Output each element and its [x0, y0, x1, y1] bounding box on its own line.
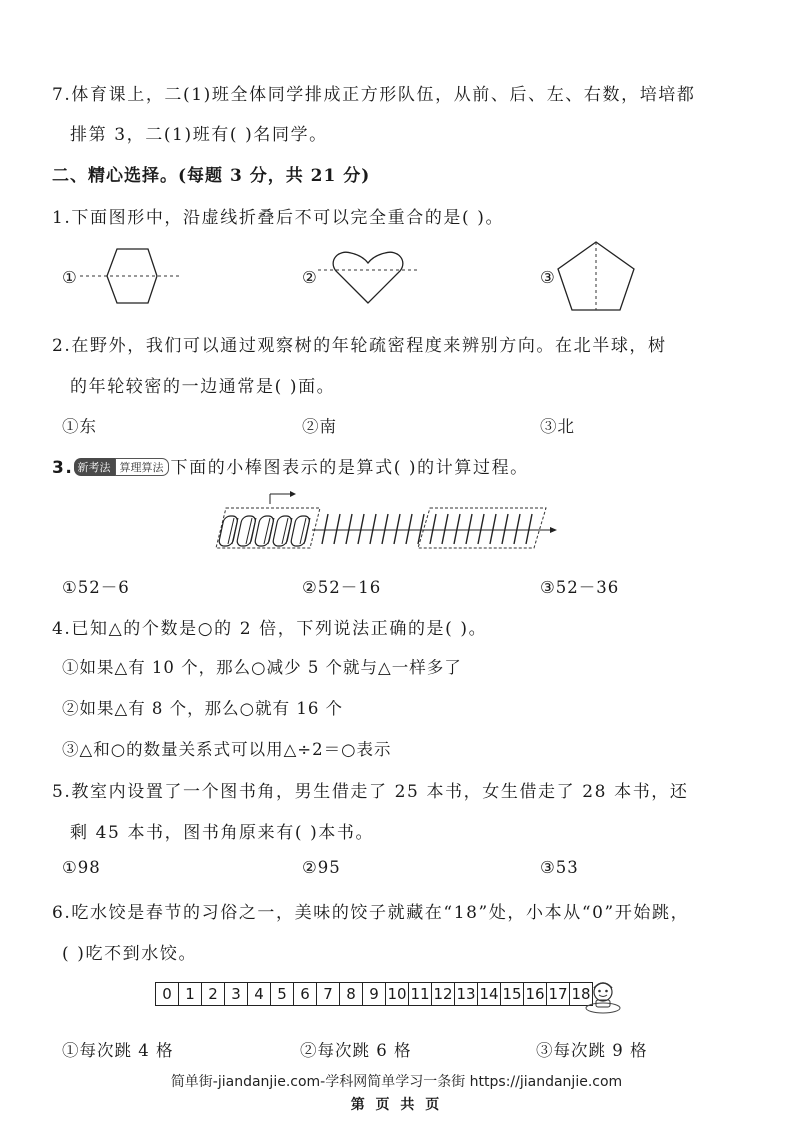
- section-title: 二、精心选择。(每题 3 分，共 21 分): [52, 166, 371, 186]
- q7-line2: 排第 3，二(1)班有( )名同学。: [70, 125, 328, 145]
- c3-stem: 下面的小棒图表示的是算式( )的计算过程。: [170, 458, 529, 478]
- c5-line2: 剩 45 本书，图书角原来有( )本书。: [70, 823, 375, 843]
- c4-option-2: ②如果△有 8 个，那么○就有 16 个: [62, 699, 344, 718]
- c1-stem: 1.下面图形中，沿虚线折叠后不可以完全重合的是( )。: [52, 208, 505, 228]
- hexagon-figure: [80, 245, 180, 307]
- page-number: 第 页 共 页: [350, 1097, 443, 1113]
- heart-figure: [318, 245, 418, 307]
- c5-line1: 5.教室内设置了一个图书角，男生借走了 25 本书，女生借走了 28 本书，还: [52, 782, 689, 802]
- c4-option-1: ①如果△有 10 个，那么○减少 5 个就与△一样多了: [62, 658, 462, 677]
- mascot-icon: [583, 976, 623, 1016]
- c2-option-3: ③北: [540, 417, 575, 436]
- number-cell: 2: [202, 983, 225, 1005]
- c5-option-2: ②95: [302, 858, 341, 877]
- number-cell: 0: [156, 983, 179, 1005]
- c4-stem: 4.已知△的个数是○的 2 倍，下列说法正确的是( )。: [52, 619, 488, 639]
- number-line: [155, 982, 593, 1006]
- number-cell: 3: [225, 983, 248, 1005]
- footer-source: 简单街-jiandanjie.com-学科网简单学习一条街 https://jiandanjie.com: [170, 1074, 623, 1090]
- method-badge: 算理算法: [115, 458, 169, 476]
- number-cell: 15: [501, 983, 524, 1005]
- new-method-badge: 新考法: [74, 458, 115, 476]
- c6-option-1: ①每次跳 4 格: [62, 1041, 174, 1060]
- number-cell: 14: [478, 983, 501, 1005]
- number-cell: 13: [455, 983, 478, 1005]
- c1-option-2: ②: [302, 268, 318, 287]
- c3-stem-row: [52, 453, 529, 478]
- pentagon-figure: [555, 238, 637, 314]
- c3-option-2: ②52－16: [302, 578, 382, 597]
- c3-option-3: ③52－36: [540, 578, 620, 597]
- c2-option-2: ②南: [302, 417, 337, 436]
- number-cell: 5: [271, 983, 294, 1005]
- number-cell: 17: [547, 983, 570, 1005]
- stick-diagram: [212, 490, 557, 562]
- number-cell: 4: [248, 983, 271, 1005]
- c1-option-3: ③: [540, 268, 556, 287]
- number-cell: 9: [363, 983, 386, 1005]
- number-cell: 1: [179, 983, 202, 1005]
- q7-line1: 7.体育课上，二(1)班全体同学排成正方形队伍，从前、后、左、右数，培培都: [52, 85, 696, 105]
- number-cell: 12: [432, 983, 455, 1005]
- number-cell: 6: [294, 983, 317, 1005]
- c3-number: 3.: [52, 458, 74, 478]
- c6-option-3: ③每次跳 9 格: [536, 1041, 648, 1060]
- c1-option-1: ①: [62, 268, 78, 287]
- c4-option-3: ③△和○的数量关系式可以用△÷2＝○表示: [62, 740, 392, 759]
- c5-option-3: ③53: [540, 858, 579, 877]
- c6-line2: ( )吃不到水饺。: [62, 944, 198, 964]
- c3-option-1: ①52－6: [62, 578, 130, 597]
- c2-line1: 2.在野外，我们可以通过观察树的年轮疏密程度来辨别方向。在北半球，树: [52, 336, 667, 356]
- c2-option-1: ①东: [62, 417, 97, 436]
- c5-option-1: ①98: [62, 858, 101, 877]
- number-cell: 11: [409, 983, 432, 1005]
- number-cell: 16: [524, 983, 547, 1005]
- number-cell: 18: [571, 985, 591, 1003]
- c6-option-2: ②每次跳 6 格: [300, 1041, 412, 1060]
- c2-line2: 的年轮较密的一边通常是( )面。: [70, 377, 336, 397]
- number-cell: 10: [386, 983, 409, 1005]
- number-cell: 7: [317, 983, 340, 1005]
- c6-line1: 6.吃水饺是春节的习俗之一，美味的饺子就藏在“18”处，小本从“0”开始跳，: [52, 903, 690, 923]
- number-cell: 8: [340, 983, 363, 1005]
